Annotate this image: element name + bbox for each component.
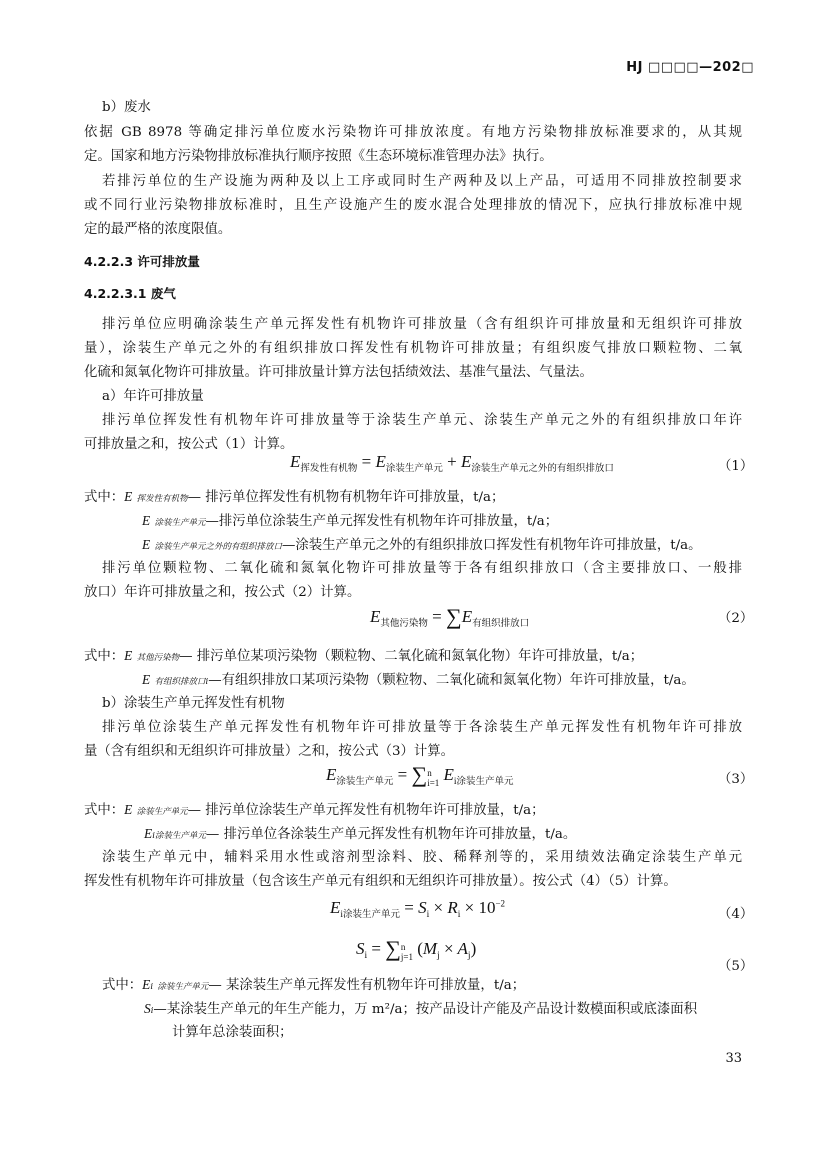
paragraph-line: 或不同行业污染物排放标准时，且生产设施产生的废水混合处理排放的情况下，应执行排放标准中规 [84, 198, 742, 213]
paragraph-line: 放口）年许可排放量之和，按公式（2）计算。 [84, 585, 361, 600]
paragraph-line: 排污单位涂装生产单元挥发性有机物年许可排放量等于各涂装生产单元挥发性有机物年许可排放 [102, 720, 742, 735]
paragraph-line: 定。国家和地方污染物排放标准执行顺序按照《生态环境标准管理办法》执行。 [84, 149, 553, 164]
page-header: HJ □□□□—202□ [626, 60, 754, 75]
equation-number-2: （2） [718, 611, 754, 626]
where-line: 式中：E 涂装生产单元— 排污单位涂装生产单元挥发性有机物年许可排放量，t/a； [84, 802, 545, 818]
list-item-wastewater: b）废水 [102, 100, 151, 115]
paragraph-line: 若排污单位的生产设施为两种及以上工序或同时生产两种及以上产品，可适用不同排放控制要求 [102, 174, 742, 189]
list-item-coating: b）涂装生产单元挥发性有机物 [102, 696, 285, 711]
where-line: 式中：E 挥发性有机物— 排污单位挥发性有机物有机物年许可排放量，t/a； [84, 489, 505, 505]
equation-number-5: （5） [718, 959, 754, 974]
section-heading-4-2-2-3-1: 4.2.2.3.1 废气 [84, 286, 176, 301]
paragraph-line: 化硫和氮氧化物许可排放量。许可排放量计算方法包括绩效法、基准气量法、气量法。 [84, 365, 593, 380]
where-line: 计算年总涂装面积； [172, 1025, 293, 1040]
equation-3: $E_{涂装生产单元} = \sum n$ i=1 $E_{i涂装生产单元}$ [326, 762, 514, 788]
paragraph-line: 可排放量之和，按公式（1）计算。 [84, 437, 294, 452]
paragraph-line: 排污单位颗粒物、二氧化硫和氮氧化物许可排放量等于各有组织排放口（含主要排放口、一般排 [102, 561, 742, 576]
equation-number-4: （4） [718, 907, 754, 922]
paragraph-line: 涂装生产单元中，辅料采用水性或溶剂型涂料、胶、稀释剂等的，采用绩效法确定涂装生产单元 [102, 850, 742, 865]
where-line: Si—某涂装生产单元的年生产能力，万 m²/a；按产品设计产能及产品设计数模面积或底漆面积 [144, 1001, 698, 1017]
where-line: E 涂装生产单元—排污单位涂装生产单元挥发性有机物年许可排放量，t/a； [142, 513, 559, 529]
where-line: E 有组织排放口i—有组织排放口某项污染物（颗粒物、二氧化硫和氮氧化物）年许可排放量，t/a。 [142, 672, 695, 688]
where-line: Ei涂装生产单元— 排污单位各涂装生产单元挥发性有机物年许可排放量，t/a。 [144, 826, 577, 842]
where-line: E 涂装生产单元之外的有组织排放口—涂装生产单元之外的有组织排放口挥发性有机物年许可排放量，t/a。 [142, 537, 702, 553]
paragraph-line: 量），涂装生产单元之外的有组织排放口挥发性有机物许可排放量；有组织废气排放口颗粒物、二氧 [84, 341, 742, 356]
equation-4: $E_{i涂装生产单元} = S_i \times R_i \times 10^{-2}$ [330, 898, 506, 920]
where-line: 式中：E 其他污染物— 排污单位某项污染物（颗粒物、二氧化硫和氮氧化物）年许可排放量，t/a； [84, 648, 644, 664]
list-item-annual: a）年许可排放量 [102, 389, 204, 404]
equation-1: $E_{挥发性有机物} = E_{涂装生产单元} + E_{涂装生产单元之外的有组织排放口}$ [290, 452, 614, 474]
paragraph-line: 挥发性有机物年许可排放量（包含该生产单元有组织和无组织许可排放量）。按公式（4）（5）计算。 [84, 874, 677, 889]
equation-5: $S_i = \sum n$ j=1 $(M_j \times A_j)$ [356, 936, 477, 962]
where-line: 式中：Ei 涂装生产单元— 某涂装生产单元挥发性有机物年许可排放量，t/a； [102, 977, 526, 993]
equation-number-1: （1） [718, 459, 754, 474]
paragraph-line: 依据 GB 8978 等确定排污单位废水污染物许可排放浓度。有地方污染物排放标准要求的，从其规 [84, 125, 742, 140]
equation-2: $E_{其他污染物} = \sum E_{有组织排放口}$ [370, 604, 530, 629]
paragraph-line: 排污单位应明确涂装生产单元挥发性有机物许可排放量（含有组织许可排放量和无组织许可排放 [102, 317, 742, 332]
paragraph-line: 量（含有组织和无组织许可排放量）之和，按公式（3）计算。 [84, 744, 455, 759]
equation-number-3: （3） [718, 772, 754, 787]
paragraph-line: 定的最严格的浓度限值。 [84, 222, 232, 237]
paragraph-line: 排污单位挥发性有机物年许可排放量等于涂装生产单元、涂装生产单元之外的有组织排放口年许 [102, 413, 742, 428]
section-heading-4-2-2-3: 4.2.2.3 许可排放量 [84, 254, 200, 269]
page-number: 33 [725, 1051, 742, 1066]
